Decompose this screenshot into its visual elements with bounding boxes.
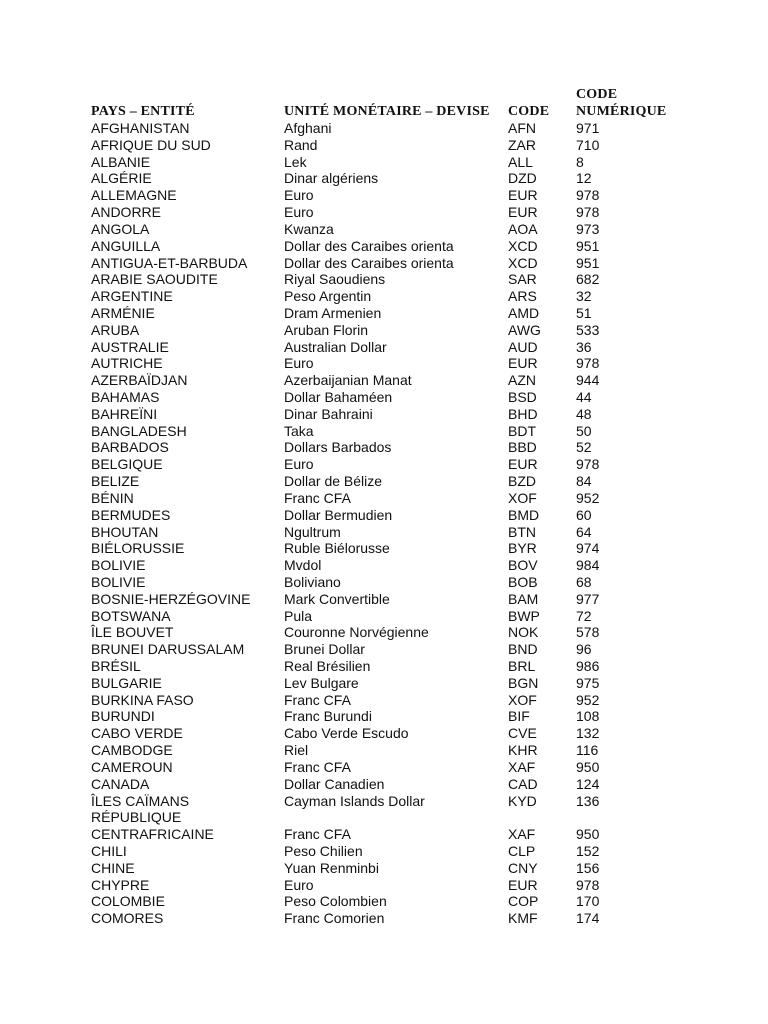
cell-code: CAD [508, 775, 538, 792]
cell-unite: Dram Armenien [284, 304, 382, 321]
cell-code: EUR [508, 355, 538, 372]
cell-code: NOK [508, 624, 539, 641]
cell-pays: CHINE [91, 859, 135, 876]
header-pays: PAYS – ENTITÉ [91, 104, 195, 119]
cell-code: XOF [508, 691, 537, 708]
table-row [91, 692, 691, 709]
table-row [91, 608, 691, 625]
table-row [91, 456, 691, 473]
cell-code-numerique: 710 [576, 136, 600, 153]
cell-code: KYD [508, 792, 537, 809]
cell-code: BOB [508, 573, 538, 590]
cell-code: BSD [508, 389, 537, 405]
cell-pays: BIÉLORUSSIE [91, 540, 185, 557]
cell-pays: BELIZE [91, 473, 140, 490]
cell-code: BBD [508, 439, 537, 456]
cell-unite: Taka [284, 422, 314, 439]
cell-pays: CHILI [91, 842, 127, 859]
cell-unite: Franc CFA [284, 691, 351, 708]
cell-unite: Aruban Florin [284, 321, 369, 338]
cell-code: BRL [508, 658, 536, 674]
table-row [91, 793, 691, 810]
cell-pays: BARBADOS [91, 439, 169, 456]
cell-unite: Yuan Renminbi [284, 859, 379, 876]
table-row [91, 423, 691, 440]
cell-code: BOV [508, 557, 538, 574]
cell-pays: CAMBODGE [91, 742, 173, 759]
cell-code: XAF [508, 758, 536, 775]
table-row [91, 725, 691, 742]
cell-unite: Kwanza [284, 220, 334, 237]
cell-code-numerique: 12 [576, 170, 592, 187]
cell-pays: CHYPRE [91, 876, 150, 893]
table-row [91, 574, 691, 591]
cell-unite: Rand [284, 136, 318, 153]
table-row [91, 624, 691, 641]
table-row [91, 540, 691, 557]
cell-code: BTN [508, 523, 536, 540]
cell-code-numerique: 973 [576, 220, 600, 237]
cell-code-numerique: 48 [576, 405, 592, 422]
cell-pays-line1: RÉPUBLIQUE [91, 809, 182, 826]
cell-unite: Franc Burundi [284, 708, 372, 725]
cell-pays: BELGIQUE [91, 456, 163, 473]
table-row [91, 204, 691, 221]
cell-unite: Peso Chilien [284, 842, 363, 859]
cell-code: XOF [508, 489, 537, 506]
table-row [91, 372, 691, 389]
table-row [91, 271, 691, 288]
cell-unite: Real Brésilien [284, 658, 371, 674]
cell-code-numerique: 170 [576, 893, 600, 910]
cell-code-numerique: 978 [576, 204, 600, 221]
cell-code-numerique: 116 [576, 742, 599, 759]
header-code-numerique-line2: NUMÉRIQUE [576, 104, 667, 119]
cell-unite: Mvdol [284, 557, 322, 574]
cell-code: AZN [508, 372, 536, 389]
cell-code: XAF [508, 826, 536, 843]
cell-unite: Cayman Islands Dollar [284, 792, 425, 809]
table-row [91, 187, 691, 204]
cell-unite: Dinar algériens [284, 170, 379, 187]
cell-code-numerique: 978 [576, 876, 600, 893]
cell-pays: BULGARIE [91, 674, 162, 691]
cell-code-numerique: 975 [576, 674, 600, 691]
cell-code-numerique: 578 [576, 624, 600, 641]
table-row [91, 910, 691, 927]
table-body [91, 120, 691, 927]
cell-code-numerique: 108 [576, 708, 600, 725]
cell-pays: BAHREÏNI [91, 405, 158, 422]
cell-unite: Dinar Bahraini [284, 405, 373, 422]
cell-pays: CAMEROUN [91, 758, 173, 775]
cell-code: BHD [508, 405, 538, 422]
table-row [91, 170, 691, 187]
cell-code: BYR [508, 540, 537, 557]
table-row [91, 137, 691, 154]
cell-unite: Riel [284, 742, 309, 759]
cell-code-numerique: 136 [576, 792, 600, 809]
cell-code-numerique: 50 [576, 422, 592, 439]
cell-pays: BÉNIN [91, 489, 134, 506]
cell-unite: Lev Bulgare [284, 674, 359, 691]
cell-code-numerique: 72 [576, 607, 592, 624]
table-header [91, 86, 691, 120]
cell-unite: Brunei Dollar [284, 641, 365, 658]
cell-code-numerique: 174 [576, 910, 600, 927]
cell-code-numerique: 51 [576, 304, 592, 321]
cell-code: EUR [508, 204, 538, 221]
cell-pays: BHOUTAN [91, 523, 159, 540]
cell-pays: BANGLADESH [91, 422, 187, 439]
table-row [91, 658, 691, 675]
cell-code: SAR [508, 271, 537, 288]
cell-pays: ANTIGUA-ET-BARBUDA [91, 254, 248, 271]
cell-unite: Dollars Barbados [284, 439, 392, 456]
cell-unite: Peso Colombien [284, 893, 387, 910]
cell-code: CLP [508, 842, 536, 859]
cell-pays: BURUNDI [91, 708, 155, 725]
cell-pays: ÎLE BOUVET [91, 624, 174, 641]
cell-pays: AUSTRALIE [91, 338, 169, 355]
cell-pays: ALBANIE [91, 153, 151, 170]
table-row [91, 776, 691, 793]
cell-code-numerique: 44 [576, 389, 592, 405]
cell-code: XCD [508, 254, 538, 271]
cell-code-numerique: 950 [576, 826, 600, 843]
cell-pays-line2: CENTRAFRICAINE [91, 826, 214, 843]
cell-pays: ANDORRE [91, 204, 162, 221]
table-row [91, 843, 691, 860]
cell-code: COP [508, 893, 539, 910]
cell-unite: Ngultrum [284, 523, 341, 540]
cell-unite: Dollar de Bélize [284, 473, 383, 490]
cell-pays: ÎLES CAÏMANS [91, 792, 190, 809]
cell-code: KHR [508, 742, 538, 759]
cell-pays: COMORES [91, 910, 164, 927]
cell-code: BDT [508, 422, 536, 439]
cell-pays: AZERBAÏDJAN [91, 372, 188, 389]
table-row [91, 305, 691, 322]
cell-code-numerique: 986 [576, 658, 600, 674]
cell-unite: Euro [284, 204, 314, 221]
cell-code: ZAR [508, 136, 536, 153]
cell-unite: Couronne Norvégienne [284, 624, 429, 641]
table-row [91, 255, 691, 272]
cell-code: XCD [508, 237, 538, 254]
cell-code: DZD [508, 170, 537, 187]
table-row [91, 339, 691, 356]
cell-code: AUD [508, 338, 538, 355]
table-row [91, 389, 691, 406]
cell-code-numerique: 52 [576, 439, 592, 456]
cell-unite: Afghani [284, 120, 332, 136]
cell-code-numerique: 951 [576, 254, 600, 271]
table-row [91, 154, 691, 171]
cell-unite: Dollar des Caraibes orienta [284, 237, 454, 254]
table-row [91, 809, 691, 843]
cell-pays: ANGOLA [91, 220, 150, 237]
table-row [91, 473, 691, 490]
cell-code-numerique: 984 [576, 557, 600, 574]
cell-code-numerique: 68 [576, 573, 592, 590]
cell-unite: Pula [284, 607, 313, 624]
cell-pays: AFGHANISTAN [91, 120, 190, 136]
table-row [91, 120, 691, 137]
cell-pays: ANGUILLA [91, 237, 161, 254]
header-code: CODE [508, 104, 550, 119]
cell-code: BZD [508, 473, 536, 490]
table-row [91, 591, 691, 608]
cell-unite: Franc CFA [284, 758, 351, 775]
cell-code-numerique: 978 [576, 355, 600, 372]
cell-code-numerique: 96 [576, 641, 592, 658]
cell-pays: BOLIVIE [91, 557, 146, 574]
table-row [91, 322, 691, 339]
cell-pays: BERMUDES [91, 506, 171, 523]
cell-unite: Lek [284, 153, 307, 170]
cell-code-numerique: 950 [576, 758, 600, 775]
cell-code-numerique: 682 [576, 271, 600, 288]
table-row [91, 675, 691, 692]
table-row [91, 877, 691, 894]
cell-pays: ARABIE SAOUDITE [91, 271, 218, 288]
cell-pays: AFRIQUE DU SUD [91, 136, 211, 153]
cell-unite: Franc Comorien [284, 910, 385, 927]
cell-code-numerique: 8 [576, 153, 584, 170]
cell-unite: Cabo Verde Escudo [284, 725, 409, 742]
header-unite-monetaire: UNITÉ MONÉTAIRE – DEVISE [284, 104, 490, 119]
cell-pays: CABO VERDE [91, 725, 183, 742]
cell-code-numerique: 60 [576, 506, 592, 523]
table-row [91, 439, 691, 456]
cell-unite: Azerbaijanian Manat [284, 372, 412, 389]
cell-pays: BRÉSIL [91, 658, 141, 674]
cell-unite: Boliviano [284, 573, 341, 590]
cell-unite: Euro [284, 355, 314, 372]
cell-code: AMD [508, 304, 540, 321]
cell-code-numerique: 124 [576, 775, 600, 792]
cell-pays: ARGENTINE [91, 288, 173, 305]
cell-pays: ALLEMAGNE [91, 187, 177, 204]
cell-unite: Mark Convertible [284, 590, 390, 607]
cell-code-numerique: 36 [576, 338, 592, 355]
cell-code: CVE [508, 725, 537, 742]
table-row [91, 708, 691, 725]
cell-pays: CANADA [91, 775, 150, 792]
cell-pays: ARUBA [91, 321, 140, 338]
cell-code-numerique: 132 [576, 725, 600, 742]
table-row [91, 524, 691, 541]
cell-code: BGN [508, 674, 539, 691]
cell-code-numerique: 533 [576, 321, 600, 338]
cell-unite: Peso Argentin [284, 288, 372, 305]
cell-code: BND [508, 641, 538, 658]
cell-code: EUR [508, 187, 538, 204]
cell-code-numerique: 951 [576, 237, 600, 254]
cell-pays: ARMÉNIE [91, 304, 155, 321]
cell-code-numerique: 952 [576, 691, 600, 708]
cell-unite: Dollar des Caraibes orienta [284, 254, 454, 271]
table-row [91, 288, 691, 305]
cell-code: EUR [508, 456, 538, 473]
table-row [91, 893, 691, 910]
table-row [91, 238, 691, 255]
cell-unite: Dollar Bermudien [284, 506, 393, 523]
cell-unite: Ruble Biélorusse [284, 540, 390, 557]
cell-unite: Dollar Canadien [284, 775, 385, 792]
cell-pays: ALGÉRIE [91, 170, 152, 187]
cell-code-numerique: 156 [576, 859, 600, 876]
cell-code-numerique: 974 [576, 540, 600, 557]
table-row [91, 221, 691, 238]
cell-code: AWG [508, 321, 541, 338]
cell-unite: Australian Dollar [284, 338, 387, 355]
cell-pays: COLOMBIE [91, 893, 165, 910]
cell-pays: BAHAMAS [91, 389, 160, 405]
cell-unite: Franc CFA [284, 489, 351, 506]
cell-pays: AUTRICHE [91, 355, 163, 372]
cell-unite: Euro [284, 187, 314, 204]
cell-unite: Euro [284, 456, 314, 473]
table-row [91, 355, 691, 372]
cell-code: ARS [508, 288, 537, 305]
cell-code-numerique: 64 [576, 523, 592, 540]
cell-unite: Euro [284, 876, 314, 893]
table-row [91, 490, 691, 507]
cell-pays: BOTSWANA [91, 607, 171, 624]
cell-code: BAM [508, 590, 539, 607]
cell-code-numerique: 84 [576, 473, 592, 490]
table-row [91, 406, 691, 423]
cell-pays: BRUNEI DARUSSALAM [91, 641, 245, 658]
table-row [91, 507, 691, 524]
cell-code: EUR [508, 876, 538, 893]
table-row [91, 742, 691, 759]
cell-code-numerique: 944 [576, 372, 600, 389]
cell-code: AOA [508, 220, 538, 237]
header-code-numerique-line1: CODE [576, 87, 618, 102]
table-row [91, 860, 691, 877]
cell-code: BWP [508, 607, 540, 624]
table-row [91, 557, 691, 574]
cell-code-numerique: 971 [576, 120, 600, 136]
cell-pays: BOSNIE-HERZÉGOVINE [91, 590, 251, 607]
cell-code: BMD [508, 506, 540, 523]
table-row [91, 641, 691, 658]
cell-code-numerique: 977 [576, 590, 600, 607]
cell-unite: Riyal Saoudiens [284, 271, 386, 288]
cell-code-numerique: 152 [576, 842, 600, 859]
cell-code: ALL [508, 153, 533, 170]
cell-code-numerique: 32 [576, 288, 592, 305]
currency-table [91, 86, 691, 927]
cell-code-numerique: 952 [576, 489, 600, 506]
cell-pays: BURKINA FASO [91, 691, 194, 708]
cell-code-numerique: 978 [576, 187, 600, 204]
cell-code: CNY [508, 859, 538, 876]
cell-pays: BOLIVIE [91, 573, 146, 590]
cell-code: KMF [508, 910, 538, 927]
cell-unite: Franc CFA [284, 826, 351, 843]
cell-unite: Dollar Bahaméen [284, 389, 393, 405]
cell-code: BIF [508, 708, 530, 725]
table-row [91, 759, 691, 776]
cell-code-numerique: 978 [576, 456, 600, 473]
cell-code: AFN [508, 120, 536, 136]
